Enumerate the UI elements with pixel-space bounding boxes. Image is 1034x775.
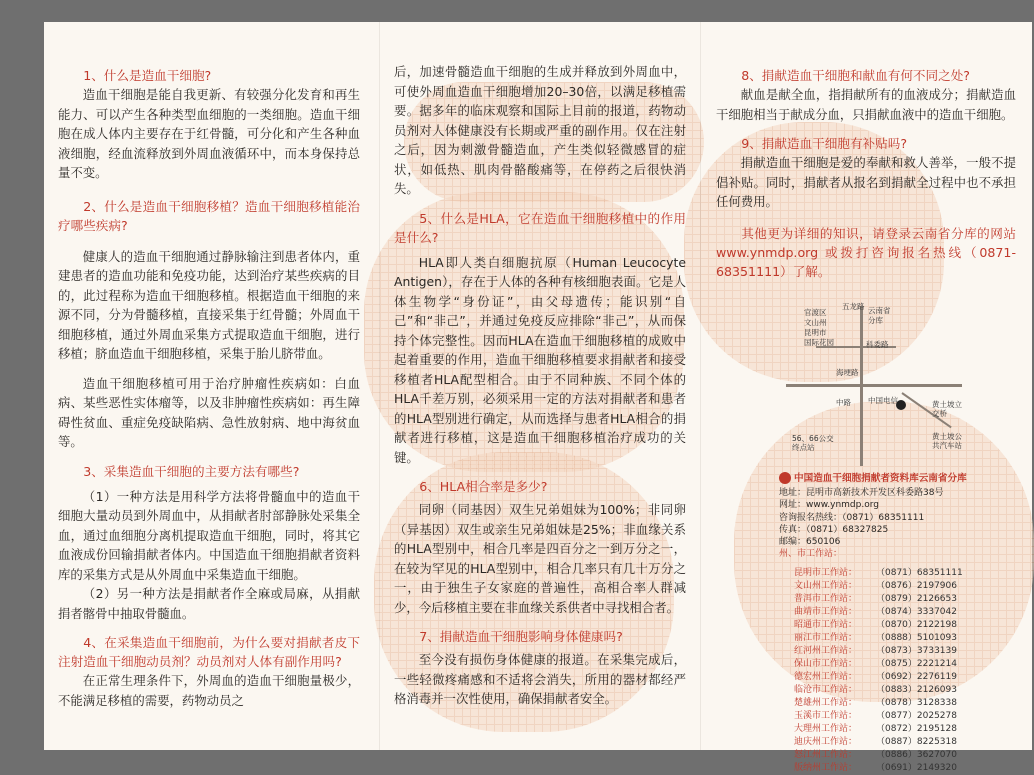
question-5-title: 5、什么是HLA，它在造血干细胞移植中的作用是什么? bbox=[394, 210, 686, 245]
station-phone: （0872）2195128 bbox=[876, 724, 957, 734]
station-name: 昭通市工作站： bbox=[794, 620, 858, 630]
station-row bbox=[794, 567, 1026, 580]
map-label: 海埂路 bbox=[836, 368, 859, 377]
question-6-title: 6、HLA相合率是多少? bbox=[419, 479, 548, 494]
station-phone: （0888）5101093 bbox=[876, 633, 957, 643]
column-2 bbox=[394, 62, 686, 709]
station-name: 昆明市工作站： bbox=[794, 568, 858, 578]
station-name: 玉溪市工作站： bbox=[794, 711, 858, 721]
map-label: 中路 bbox=[836, 398, 851, 407]
station-phone: （0879）2126653 bbox=[876, 594, 957, 604]
map-label: 官渡区 bbox=[804, 308, 827, 317]
question-7-title: 7、捐献造血干细胞影响身体健康吗? bbox=[419, 629, 623, 644]
map-label: 五龙路 bbox=[842, 302, 865, 311]
map-label: 56、66公交终点站 bbox=[792, 434, 834, 452]
map-label: 国际花园 bbox=[804, 338, 834, 347]
station-phone: （0886）3627070 bbox=[876, 750, 957, 760]
station-row bbox=[794, 684, 1026, 697]
station-name: 红河州工作站： bbox=[794, 646, 858, 656]
station-name: 文山州工作站： bbox=[794, 581, 858, 591]
question-6-answer: 同卵（同基因）双生兄弟姐妹为100%；非同卵（异基因）双生或亲生兄弟姐妹是25%；非血缘关系的HLA型别中，相合几率是四百分之一到万分之一，在较为罕见的HLA型别中，相合几率只有几十万分之一，由于独生子女家庭的普遍性，高相合率人群减少，今后移植主要在非血缘关系供者中寻找相合者。 bbox=[394, 502, 686, 615]
station-phone: （0875）2221214 bbox=[876, 659, 957, 669]
station-name: 德宏州工作站： bbox=[794, 672, 858, 682]
station-name: 迪庆州工作站： bbox=[794, 737, 858, 747]
question-8-title: 8、捐献造血干细胞和献血有何不同之处? bbox=[741, 68, 970, 83]
station-name: 普洱市工作站： bbox=[794, 594, 858, 604]
question-9-title: 9、捐献造血干细胞有补贴吗? bbox=[741, 136, 908, 151]
station-row bbox=[794, 736, 1026, 749]
flower-logo-icon bbox=[779, 472, 791, 484]
question-1-title: 1、什么是造血干细胞? bbox=[83, 68, 212, 83]
stations-list bbox=[794, 567, 1026, 775]
column-1 bbox=[58, 66, 360, 710]
contact-info bbox=[779, 472, 1019, 560]
question-3-method-1: （1）一种方法是用科学方法将骨髓血中的造血干细胞大量动员到外周血中，从捐献者肘部静脉处采集全血，通过血细胞分离机提取造血干细胞，同时，将其它血液成份回输捐献者体内。中国造血干细胞捐献者资料库的采集方式是从外周血中采集造血干细胞。 bbox=[58, 488, 360, 582]
map-label: 黄土坡公共汽车站 bbox=[932, 432, 962, 450]
station-phone: （0874）3337042 bbox=[876, 607, 957, 617]
station-row bbox=[794, 723, 1026, 736]
question-2-answer-diseases: 造血干细胞移植可用于治疗肿瘤性疾病如：白血病、某些恶性实体瘤等，以及非肿瘤性疾病如：再生障碍性贫血、重症免疫缺陷病、急性放射病、地中海贫血等。 bbox=[58, 375, 360, 449]
station-phone: （0873）3733139 bbox=[876, 646, 957, 656]
station-name: 保山市工作站： bbox=[794, 659, 858, 669]
station-row bbox=[794, 697, 1026, 710]
station-phone: （0691）2149320 bbox=[876, 763, 957, 773]
question-3-title: 3、采集造血干细胞的主要方法有哪些? bbox=[83, 463, 300, 479]
station-phone: （0887）8225318 bbox=[876, 737, 957, 747]
station-phone: （0870）2122198 bbox=[876, 620, 957, 630]
station-phone: （0877）2025278 bbox=[876, 711, 957, 721]
more-info-text: 其他更为详细的知识，请登录云南省分库的网站 www.ynmdp.org 或拨打咨询报名热线（0871-68351111）了解。 bbox=[716, 225, 1016, 279]
question-2-answer: 健康人的造血干细胞通过静脉输注到患者体内，重建患者的造血功能和免疫功能，达到治疗某些疾病的目的，此过程称为造血干细胞移植。根据造血干细胞的来源不同，分为骨髓移植，直接采集于红骨髓；外周血干细胞移植，通过外周血采集方式提取造血干细胞，进行移植；脐血造血干细胞移植，采集于胎儿脐带血。 bbox=[58, 248, 360, 361]
station-row bbox=[794, 580, 1026, 593]
fax: 传真：（0871）68327825 bbox=[779, 524, 889, 535]
station-row bbox=[794, 710, 1026, 723]
map-road bbox=[786, 384, 962, 387]
question-4-answer-continued: 后，加速骨髓造血干细胞的生成并释放到外周血中，可使外周血造血干细胞增加20–30倍，以满足移植需要。据多年的临床观察和国际上目前的报道，药物动员剂对人体健康没有长期或严重的副作用。仅在注射之后，因为刺激骨髓造血，产生类似轻微感冒的症状，如低热、肌肉骨骼酸痛等，在停药之后很快消失。 bbox=[394, 64, 686, 196]
station-phone: （0878）3128338 bbox=[876, 698, 957, 708]
station-phone: （0871）68351111 bbox=[876, 568, 963, 578]
website-link[interactable]: 网址：www.ynmdp.org bbox=[779, 500, 879, 511]
question-2-title: 2、什么是造血干细胞移植？造血干细胞移植能治疗哪些疾病? bbox=[58, 198, 360, 233]
station-name: 怒江州工作站： bbox=[794, 750, 858, 760]
map-label: 昆明市 bbox=[804, 328, 827, 337]
station-name: 楚雄州工作站： bbox=[794, 698, 858, 708]
question-7-answer: 至今没有损伤身体健康的报道。在采集完成后，一些轻微疼痛感和不适将会消失，所用的器材都经严格消毒并一次性使用，确保捐献者安全。 bbox=[394, 652, 686, 706]
station-phone: （0692）2276119 bbox=[876, 672, 957, 682]
question-3-method-2: （2）另一种方法是捐献者作全麻或局麻，从捐献捐者髂骨中抽取骨髓血。 bbox=[58, 586, 360, 621]
map-label: 分库 bbox=[868, 316, 883, 325]
question-4-title: 4、在采集造血干细胞前，为什么要对捐献者皮下注射造血干细胞动员剂？动员剂对人体有副作用吗? bbox=[58, 635, 360, 669]
station-name: 大理州工作站： bbox=[794, 724, 858, 734]
map-label: 文山州 bbox=[804, 318, 827, 327]
question-8-answer: 献血是献全血，指捐献所有的血液成分；捐献造血干细胞相当于献成分血，只捐献血液中的造血干细胞。 bbox=[716, 87, 1016, 122]
station-phone: （0883）2126093 bbox=[876, 685, 957, 695]
station-row bbox=[794, 645, 1026, 658]
question-1-answer: 造血干细胞是能自我更新、有较强分化发育和再生能力、可以产生各种类型血细胞的一类细胞。造血干细胞在成人体内主要存在于红骨髓，可分化和产生各种血液细胞，经血流释放到外周血液循环中，而本身保持总量不变。 bbox=[58, 87, 360, 180]
question-4-answer: 在正常生理条件下，外周血的造血干细胞量极少，不能满足移植的需要，药物动员之 bbox=[58, 673, 360, 708]
station-phone: （0876）2197906 bbox=[876, 581, 957, 591]
map-label: 云南省 bbox=[868, 306, 891, 315]
station-row bbox=[794, 749, 1026, 762]
hotline: 咨询报名热线：（0871）68351111 bbox=[779, 512, 925, 523]
station-row bbox=[794, 671, 1026, 684]
question-5-answer: HLA即人类白细胞抗原（Human Leucocyte Antigen），存在于人体的各种有核细胞表面。它是人体生物学“身份证”，由父母遗传；能识别“自己”和“非己”，并通过免疫反应排除“非己”，从而保持个体完整性。因而HLA在造血干细胞移植的成败中起着重要的作用，造血干细胞移植要求捐献者和接受移植者HLA配型相合。由于不同种族、不同个体的HLA千差万别，必须采用一定的方法对捐献者和患者的HLA型别进行确定，从而选择与患者HLA相合的捐献者进行移植，这是造血干细胞移植治疗成功的关键。 bbox=[394, 254, 686, 465]
station-name: 临沧市工作站： bbox=[794, 685, 858, 695]
fold-line bbox=[700, 22, 701, 750]
station-row bbox=[794, 593, 1026, 606]
location-map bbox=[756, 296, 972, 474]
organization-name: 中国造血干细胞捐献者资料库云南省分库 bbox=[779, 472, 1019, 485]
station-name: 丽江市工作站： bbox=[794, 633, 858, 643]
station-row bbox=[794, 606, 1026, 619]
brochure-sheet bbox=[44, 22, 1032, 773]
address: 地址：昆明市高新技术开发区科委路38号 bbox=[779, 488, 944, 499]
station-row bbox=[794, 762, 1026, 775]
column-3 bbox=[716, 66, 1016, 281]
question-9-answer: 捐献造血干细胞是爱的奉献和救人善举，一般不提倡补贴。同时，捐献者从报名到捐献全过程中也不承担任何费用。 bbox=[716, 155, 1016, 209]
station-row bbox=[794, 619, 1026, 632]
zip-code: 邮编：650106 bbox=[779, 537, 841, 548]
map-label: 中国电信 bbox=[868, 396, 898, 405]
station-name: 曲靖市工作站： bbox=[794, 607, 858, 617]
stations-header: 州、市工作站： bbox=[779, 549, 843, 560]
map-label: 科委路 bbox=[866, 340, 889, 349]
fold-line bbox=[379, 22, 380, 750]
station-name: 版纳州工作站： bbox=[794, 763, 858, 773]
map-label: 黄土坡立交桥 bbox=[932, 400, 962, 418]
station-row bbox=[794, 632, 1026, 645]
station-row bbox=[794, 658, 1026, 671]
